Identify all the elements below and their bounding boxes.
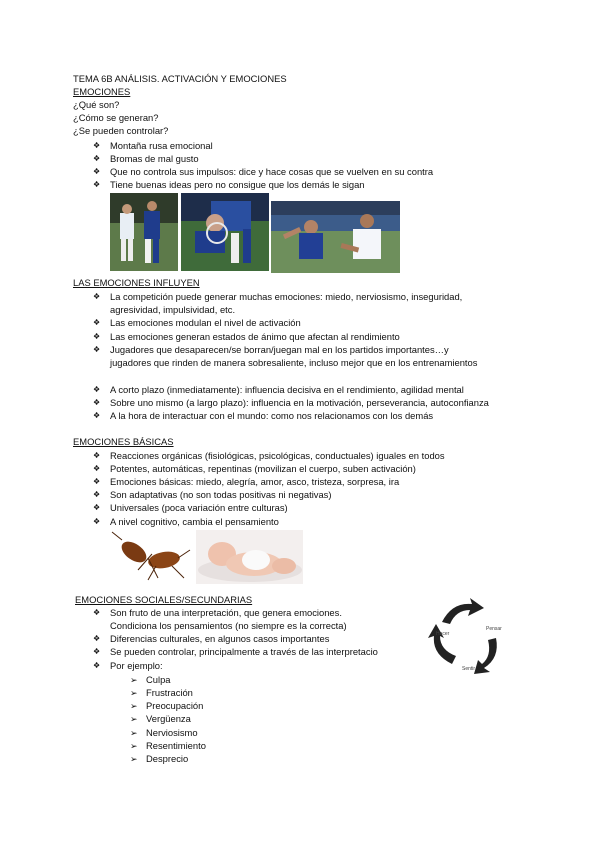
bullet-icon: ❖ <box>93 451 101 460</box>
soccer-photo-1 <box>110 193 178 271</box>
cycle-diagram <box>424 594 514 678</box>
bullet-icon: ❖ <box>93 141 101 150</box>
bullet-icon: ❖ <box>93 517 101 526</box>
example-item: Preocupación <box>146 700 204 711</box>
list-item-continuation: Condiciona los pensamientos (no siempre es la correcta) <box>110 620 347 631</box>
bullet-icon: ❖ <box>93 647 101 656</box>
example-item: Culpa <box>146 674 171 685</box>
baby-photo <box>196 530 303 584</box>
arrow-bullet-icon: ➢ <box>130 675 138 685</box>
list-item: Emociones básicas: miedo, alegría, amor, asco, tristeza, sorpresa, ira <box>110 476 400 487</box>
list-item: Universales (poca variación entre culturas) <box>110 502 288 513</box>
bullet-icon: ❖ <box>93 167 101 176</box>
bullet-icon: ❖ <box>93 292 101 301</box>
list-item: Las emociones modulan el nivel de activación <box>110 317 301 328</box>
cycle-arrow-icon <box>474 638 497 674</box>
list-item: Reacciones orgánicas (fisiológicas, psicológicas, conductuales) iguales en todos <box>110 450 445 461</box>
list-item: Las emociones generan estados de ánimo que afectan al rendimiento <box>110 331 400 342</box>
bullet-icon: ❖ <box>93 398 101 407</box>
cycle-arrow-icon <box>442 598 484 624</box>
section-heading-basicas: EMOCIONES BÁSICAS <box>73 436 174 447</box>
example-item: Resentimiento <box>146 740 206 751</box>
bullet-icon: ❖ <box>93 385 101 394</box>
cycle-label-hacer: Hacer <box>436 631 450 637</box>
cycle-label-sentir: Sentir <box>462 666 476 672</box>
arrow-bullet-icon: ➢ <box>130 714 138 724</box>
bullet-icon: ❖ <box>93 411 101 420</box>
arrow-bullet-icon: ➢ <box>130 741 138 751</box>
bullet-icon: ❖ <box>93 608 101 617</box>
list-item: Bromas de mal gusto <box>110 153 199 164</box>
example-item: Desprecio <box>146 753 189 764</box>
list-item: Tiene buenas ideas pero no consigue que los demás le sigan <box>110 179 365 190</box>
section-heading-emociones: EMOCIONES <box>73 86 131 97</box>
cycle-arrow-icon <box>428 624 456 664</box>
list-item: Diferencias culturales, en algunos casos importantes <box>110 633 330 644</box>
list-item: Potentes, automáticas, repentinas (movilizan el cuerpo, suben activación) <box>110 463 416 474</box>
bullet-icon: ❖ <box>93 661 101 670</box>
bullet-icon: ❖ <box>93 180 101 189</box>
arrow-bullet-icon: ➢ <box>130 701 138 711</box>
example-item: Nerviosismo <box>146 727 198 738</box>
question: ¿Se pueden controlar? <box>73 125 169 136</box>
list-item: Se pueden controlar, principalmente a través de las interpretacio <box>110 646 378 657</box>
bullet-icon: ❖ <box>93 490 101 499</box>
arrow-bullet-icon: ➢ <box>130 688 138 698</box>
section-heading-sociales: EMOCIONES SOCIALES/SECUNDARIAS <box>75 594 253 605</box>
question: ¿Cómo se generan? <box>73 112 159 123</box>
bullet-icon: ❖ <box>93 154 101 163</box>
cycle-label-pensar: Pensar <box>486 626 502 632</box>
soccer-photo-3 <box>271 201 400 273</box>
page-title: TEMA 6B ANÁLISIS. ACTIVACIÓN Y EMOCIONES <box>73 73 287 84</box>
bullet-icon: ❖ <box>93 464 101 473</box>
bullet-icon: ❖ <box>93 345 101 354</box>
bullet-icon: ❖ <box>93 477 101 486</box>
list-item: Jugadores que desaparecen/se borran/juegan mal en los partidos importantes…y <box>110 344 449 355</box>
example-item: Vergüenza <box>146 713 191 724</box>
bullet-icon: ❖ <box>93 332 101 341</box>
soccer-photo-2 <box>181 193 269 271</box>
bullet-icon: ❖ <box>93 634 101 643</box>
list-item: Que no controla sus impulsos: dice y hace cosas que se vuelven en su contra <box>110 166 434 177</box>
cockroach-photo <box>108 530 193 584</box>
arrow-bullet-icon: ➢ <box>130 754 138 764</box>
list-item: Sobre uno mismo (a largo plazo): influencia en la motivación, perseverancia, autoconfianza <box>110 397 489 408</box>
list-item: Por ejemplo: <box>110 660 163 671</box>
question: ¿Qué son? <box>73 99 120 110</box>
bullet-icon: ❖ <box>93 503 101 512</box>
list-item: A nivel cognitivo, cambia el pensamiento <box>110 516 279 527</box>
bullet-icon: ❖ <box>93 318 101 327</box>
example-item: Frustración <box>146 687 193 698</box>
list-item: Son fruto de una interpretación, que genera emociones. <box>110 607 342 618</box>
list-item: A corto plazo (inmediatamente): influencia decisiva en el rendimiento, agilidad mental <box>110 384 464 395</box>
section-heading-influyen: LAS EMOCIONES INFLUYEN <box>73 277 200 288</box>
arrow-bullet-icon: ➢ <box>130 728 138 738</box>
list-item: Son adaptativas (no son todas positivas ni negativas) <box>110 489 332 500</box>
list-item-continuation: agresividad, impulsividad, etc. <box>110 304 236 315</box>
list-item: La competición puede generar muchas emociones: miedo, nerviosismo, inseguridad, <box>110 291 463 302</box>
list-item: A la hora de interactuar con el mundo: como nos relacionamos con los demás <box>110 410 434 421</box>
list-item-continuation: jugadores que rinden de manera sobresaliente, incluso mejor que en los entrenamientos <box>110 357 478 368</box>
list-item: Montaña rusa emocional <box>110 140 213 151</box>
